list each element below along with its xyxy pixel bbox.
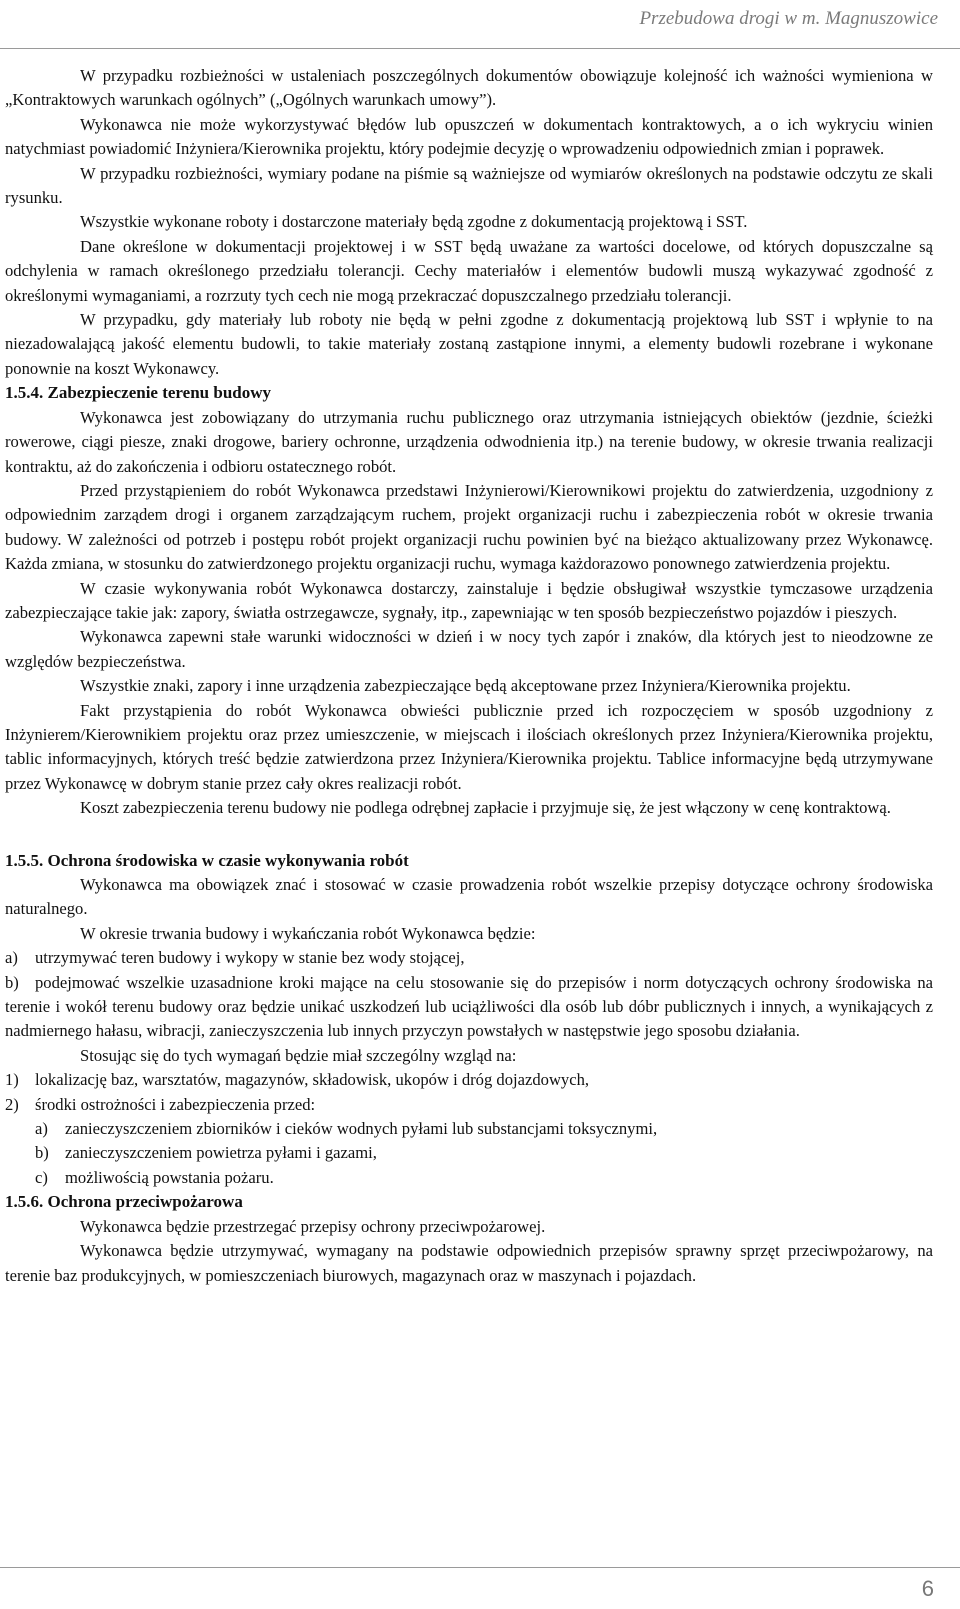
paragraph: W przypadku, gdy materiały lub roboty nie będą w pełni zgodne z dokumentacją projektową lub SST i wpłynie to na niezadowalającą jakość elementu budowli, to takie materiały zostaną zastąpione innymi, a elementy budowli rozebrane i wykonane ponownie na koszt Wykonawcy.: [5, 310, 933, 378]
paragraph: W okresie trwania budowy i wykańczania robót Wykonawca będzie:: [80, 923, 536, 943]
list-item-text: zanieczyszczeniem zbiorników i cieków wodnych pyłami lub substancjami toksycznymi,: [65, 1119, 658, 1139]
paragraph: Przed przystąpieniem do robót Wykonawca przedstawi Inżynierowi/Kierownikowi projektu do zatwierdzenia, uzgodniony z odpowiednim zarządem drogi i organem zarządzającym ruchem, projekt organizacji ruchu i zabezpieczenia robót w okresie trwania budowy. W zależności od potrzeb i postępu robót projekt organizacji ruchu powinien być na bieżąco aktualizowany przez Wykonawcę. Każda zmiana, w stosunku do zatwierdzonego projektu organizacji ruchu, wymaga każdorazowo ponownego zatwierdzenia projektu.: [5, 480, 933, 574]
paragraph: Wykonawca będzie przestrzegać przepisy ochrony przeciwpożarowej.: [80, 1216, 546, 1236]
page-header: [0, 8, 960, 49]
document-body: [5, 64, 933, 1288]
list-marker: b): [35, 1143, 49, 1163]
paragraph: Wykonawca zapewni stałe warunki widoczności w dzień i w nocy tych zapór i znaków, dla których jest to nieodzowne ze względów bezpieczeństwa.: [5, 627, 933, 671]
sub-list-item: [5, 1166, 933, 1190]
paragraph: W przypadku rozbieżności w ustaleniach poszczególnych dokumentów obowiązuje kolejność ich ważności wymieniona w „Kontraktowych warunkach ogólnych” („Ogólnych warunkach umowy”).: [5, 66, 933, 110]
list-marker: a): [35, 1119, 48, 1139]
section-heading: 1.5.6. Ochrona przeciwpożarowa: [5, 1192, 243, 1212]
list-item-text: możliwością powstania pożaru.: [65, 1167, 274, 1187]
list-item: [5, 1068, 933, 1092]
section-heading: 1.5.5. Ochrona środowiska w czasie wykonywania robót: [5, 850, 409, 870]
list-item: [5, 946, 933, 970]
paragraph: Koszt zabezpieczenia terenu budowy nie podlega odrębnej zapłacie i przyjmuje się, że jest włączony w cenę kontraktową.: [80, 798, 891, 818]
sub-list-item: [5, 1117, 933, 1141]
page-footer: [0, 1567, 960, 1601]
list-item-text: środki ostrożności i zabezpieczenia przed:: [35, 1094, 316, 1114]
list-item-text: zanieczyszczeniem powietrza pyłami i gazami,: [65, 1143, 377, 1163]
section-heading: 1.5.4. Zabezpieczenie terenu budowy: [5, 383, 272, 403]
list-item-text: lokalizację baz, warsztatów, magazynów, składowisk, ukopów i dróg dojazdowych,: [35, 1070, 590, 1090]
paragraph: Stosując się do tych wymagań będzie miał szczególny wzgląd na:: [80, 1045, 517, 1065]
paragraph: Wszystkie wykonane roboty i dostarczone materiały będą zgodne z dokumentacją projektową i SST.: [80, 212, 748, 232]
list-item: [5, 971, 933, 1044]
page-number: 6: [921, 1576, 934, 1601]
list-marker: 1): [5, 1070, 19, 1090]
list-item-text: utrzymywać teren budowy i wykopy w stanie bez wody stojącej,: [35, 948, 465, 968]
list-marker: 2): [5, 1094, 19, 1114]
paragraph: Wykonawca nie może wykorzystywać błędów lub opuszczeń w dokumentach kontraktowych, a o ich wykryciu winien natychmiast powiadomić Inżyniera/Kierownika projektu, który podejmie decyzję o wprowadzeniu odpowiednich zmian i poprawek.: [5, 114, 933, 159]
list-marker: a): [5, 948, 18, 968]
paragraph: W czasie wykonywania robót Wykonawca dostarczy, zainstaluje i będzie obsługiwał wszystkie tymczasowe urządzenia zabezpieczające takie jak: zapory, światła ostrzegawcze, sygnały, itp., zapewniając w ten sposób bezpieczeństwo pojazdów i pieszych.: [5, 578, 933, 622]
paragraph: Wykonawca jest zobowiązany do utrzymania ruchu publicznego oraz utrzymania istniejących obiektów (jezdnie, ścieżki rowerowe, ciągi piesze, znaki drogowe, bariery ochronne, urządzenia odwodnienia itp.) na terenie budowy, w okresie trwania realizacji kontraktu, aż do zakończenia i odbioru ostatecznego robót.: [5, 407, 933, 476]
paragraph: Fakt przystąpienia do robót Wykonawca obwieści publicznie przed ich rozpoczęciem w sposób uzgodniony z Inżynierem/Kierownikiem projektu oraz przez umieszczenie, w miejscach i ilościach określonych przez Inżyniera/Kierownika projektu, tablic informacyjnych, których treść będzie zatwierdzona przez Inżyniera/Kierownika projektu. Tablice informacyjne będą utrzymywane przez Wykonawcę w dobrym stanie przez cały okres realizacji robót.: [5, 700, 933, 793]
paragraph: Dane określone w dokumentacji projektowej i w SST będą uważane za wartości docelowe, od których dopuszczalne są odchylenia w ramach określonego przedziału tolerancji. Cechy materiałów i elementów budowli muszą wykazywać zgodność z określonymi wymaganiami, a rozrzuty tych cech nie mogą przekraczać dopuszczalnego przedziału tolerancji.: [5, 236, 933, 305]
paragraph: Wykonawca będzie utrzymywać, wymagany na podstawie odpowiednich przepisów sprawny sprzęt przeciwpożarowy, na terenie baz produkcyjnych, w pomieszczeniach biurowych, magazynach oraz w maszynach i pojazdach.: [5, 1241, 933, 1285]
paragraph: Wykonawca ma obowiązek znać i stosować w czasie prowadzenia robót wszelkie przepisy dotyczące ochrony środowiska naturalnego.: [5, 875, 933, 919]
spacer: [5, 821, 933, 849]
document-title: Przebudowa drogi w m. Magnuszowice: [639, 8, 938, 29]
paragraph: Wszystkie znaki, zapory i inne urządzenia zabezpieczające będą akceptowane przez Inżyniera/Kierownika projektu.: [80, 676, 851, 696]
list-item-text: podejmować wszelkie uzasadnione kroki mające na celu stosowanie się do przepisów i norm dotyczących ochrony środowiska na terenie i wokół terenu budowy oraz będzie unikać uszkodzeń lub uciążliwości dla osób lub dóbr publicznych i innych, a wynikających z nadmiernego hałasu, wibracji, zanieczyszczenia lub innych przyczyn powstałych w następstwie jego sposobu działania.: [5, 972, 933, 1041]
list-marker: b): [5, 972, 19, 992]
list-item: [5, 1093, 933, 1117]
paragraph: W przypadku rozbieżności, wymiary podane na piśmie są ważniejsze od wymiarów określonych na podstawie odczytu ze skali rysunku.: [5, 163, 933, 208]
list-marker: c): [35, 1167, 48, 1187]
sub-list-item: [5, 1141, 933, 1165]
